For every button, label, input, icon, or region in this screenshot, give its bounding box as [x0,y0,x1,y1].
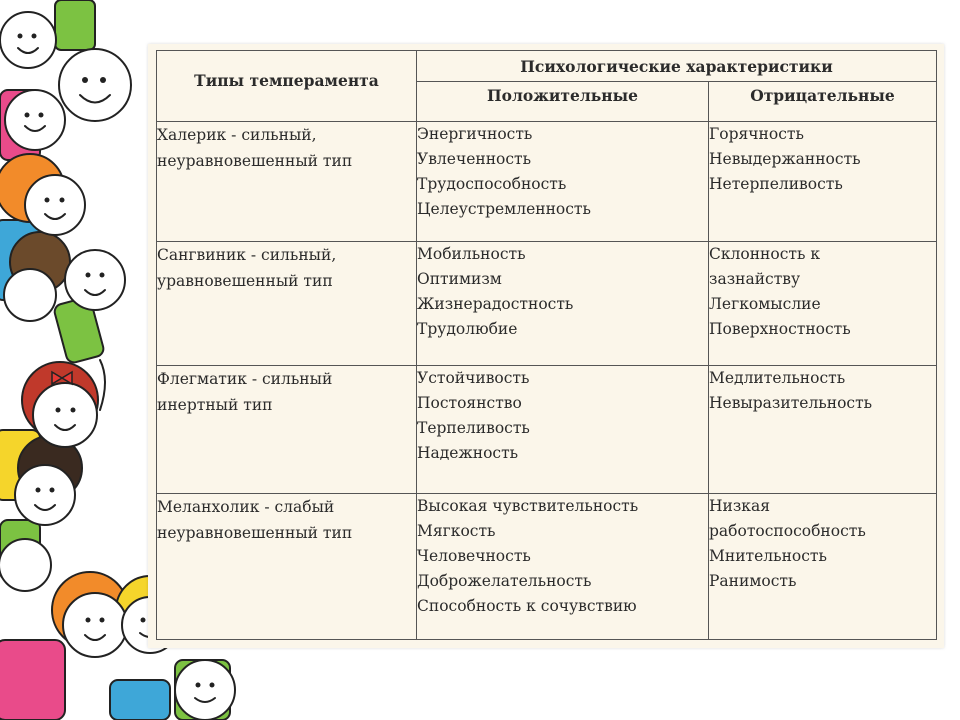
negative-trait: зазнайству [709,270,801,288]
header-positive [417,82,709,122]
positive-trait: Энергичность [417,125,533,143]
positive-trait: Постоянство [417,394,522,412]
type-line-1: Халерик - сильный, [157,126,317,144]
table-row-melancholic [157,494,937,640]
positive-trait: Трудолюбие [417,320,518,338]
type-line-1: Меланхолик - слабый [157,498,335,516]
type-cell [157,122,417,242]
negative-cell [709,494,937,640]
header-negative-label: Отрицательные [750,86,895,106]
positive-cell [417,242,709,366]
type-line-2: инертный тип [157,396,273,414]
negative-trait: Ранимость [709,572,797,590]
type-line-2: неуравновешенный тип [157,524,353,542]
positive-trait: Устойчивость [417,369,530,387]
negative-cell [709,122,937,242]
negative-trait: Поверхностность [709,320,851,338]
positive-cell [417,366,709,494]
type-cell [157,242,417,366]
negative-trait: Склонность к [709,245,821,263]
positive-trait: Человечность [417,547,531,565]
negative-trait: работоспособность [709,522,866,540]
positive-trait: Целеустремленность [417,200,591,218]
negative-trait: Невыдержанность [709,150,861,168]
type-line-2: уравновешенный тип [157,272,333,290]
type-line-1: Флегматик - сильный [157,370,333,388]
positive-trait: Мягкость [417,522,496,540]
positive-trait: Способность к сочувствию [417,597,637,615]
table-row-phlegmatic [157,366,937,494]
negative-trait: Горячность [709,125,804,143]
temperament-table [156,50,937,640]
header-positive-label: Положительные [486,86,639,106]
header-types [157,51,417,122]
table-row-choleric [157,122,937,242]
positive-trait: Трудоспособность [417,175,567,193]
positive-trait: Надежность [417,444,519,462]
negative-trait: Легкомыслие [709,295,821,313]
positive-trait: Мобильность [417,245,526,263]
type-line-2: неуравновешенный тип [157,152,353,170]
type-cell [157,494,417,640]
negative-trait: Медлительность [709,369,846,387]
positive-trait: Терпеливость [417,419,530,437]
positive-trait: Увлеченность [417,150,532,168]
negative-trait: Мнительность [709,547,827,565]
positive-trait: Оптимизм [417,270,502,288]
positive-trait: Высокая чувствительность [417,497,639,515]
negative-cell [709,366,937,494]
header-types-label: Типы темперамента [194,70,379,90]
type-cell [157,366,417,494]
negative-trait: Низкая [709,497,771,515]
type-line-1: Сангвиник - сильный, [157,246,337,264]
negative-cell [709,242,937,366]
negative-trait: Невыразительность [709,394,873,412]
negative-trait: Нетерпеливость [709,175,843,193]
positive-trait: Доброжелательность [417,572,592,590]
positive-cell [417,494,709,640]
header-characteristics: Психологические характеристики [417,51,937,82]
header-negative [709,82,937,122]
positive-cell [417,122,709,242]
table-row-sanguine [157,242,937,366]
positive-trait: Жизнерадостность [417,295,574,313]
